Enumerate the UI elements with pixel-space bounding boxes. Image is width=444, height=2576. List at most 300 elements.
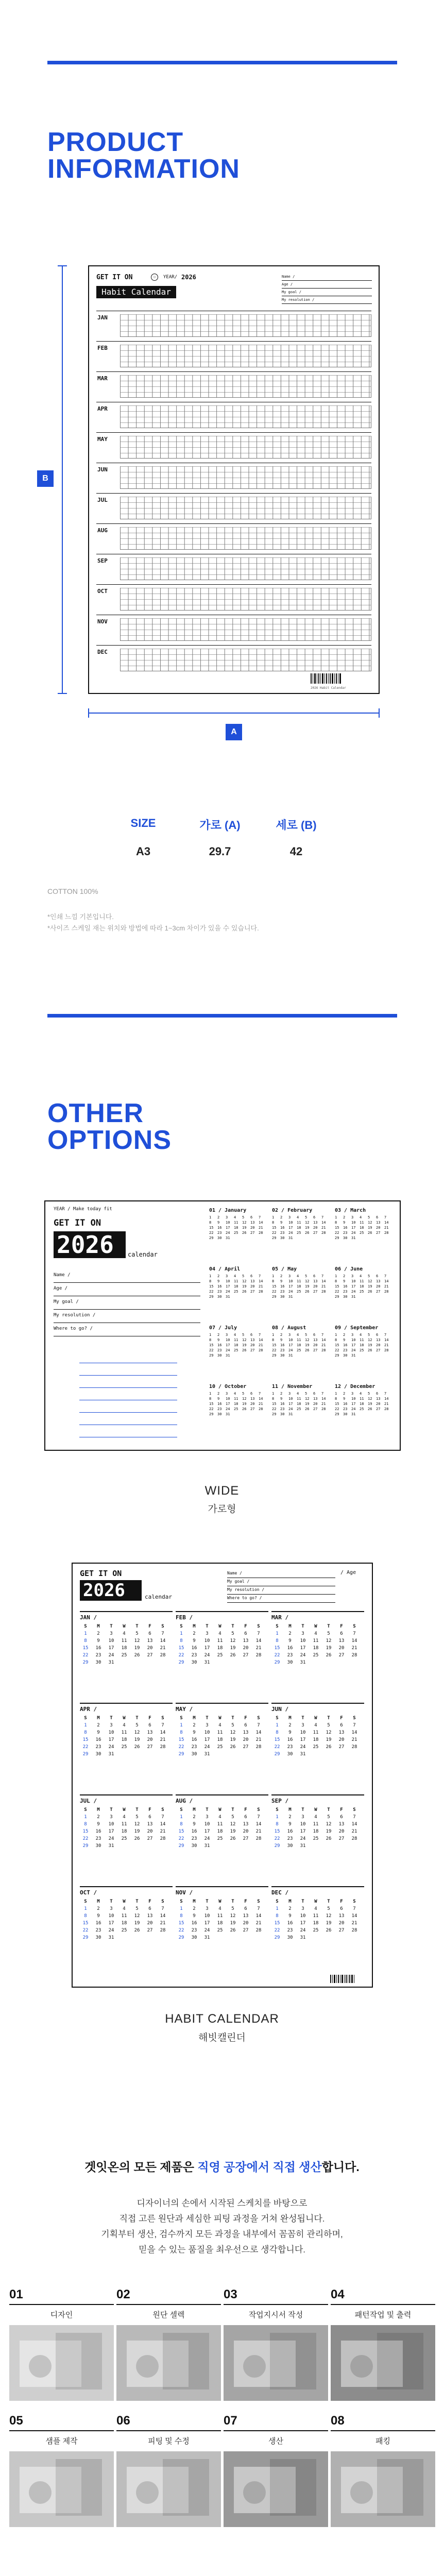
day-cell: 30 <box>343 1412 348 1416</box>
day-cell: 17 <box>226 1284 230 1289</box>
day-cell: 14 <box>259 1397 263 1401</box>
day-cell: 12 <box>230 1913 236 1919</box>
day-cell: 13 <box>313 1279 318 1283</box>
day-cell: 24 <box>351 1348 356 1352</box>
day-cell: 7 <box>257 1631 260 1636</box>
day-cell: 24 <box>204 1836 210 1841</box>
day-cell: 24 <box>226 1231 230 1235</box>
day-cell: 20 <box>147 1646 153 1651</box>
process-step <box>224 2287 328 2401</box>
day-cell: 23 <box>191 1653 197 1658</box>
poster-month-row <box>96 584 371 615</box>
day-cell: 1 <box>335 1274 337 1278</box>
day-cell: 21 <box>259 1343 263 1347</box>
wide-month-title: 01 / January <box>209 1208 247 1213</box>
day-cell: 29 <box>272 1295 277 1299</box>
habit-brand: GET IT ON <box>80 1569 122 1578</box>
day-cell: 1 <box>180 1906 183 1911</box>
weekday-cell: W <box>314 1899 317 1904</box>
day-cell: 13 <box>338 1913 345 1919</box>
weekday-cell: T <box>206 1716 209 1721</box>
day-cell: 25 <box>360 1348 364 1352</box>
day-cell: 2 <box>288 1906 292 1911</box>
weekday-cell: T <box>206 1807 209 1812</box>
day-cell: 18 <box>313 1829 319 1834</box>
day-cell: 20 <box>250 1284 255 1289</box>
habit-caption-ko: 해빗캘린더 <box>198 2032 246 2043</box>
day-cell: 30 <box>95 1935 101 1940</box>
wide-brand: GET IT ON <box>54 1218 101 1228</box>
day-cell: 12 <box>368 1338 372 1342</box>
day-cell: 19 <box>368 1284 372 1289</box>
day-cell: 15 <box>335 1343 339 1347</box>
day-cell: 31 <box>300 1752 306 1757</box>
day-cell: 4 <box>234 1215 236 1219</box>
wide-fields <box>54 1269 200 1336</box>
day-cell: 5 <box>135 1906 139 1911</box>
day-cell: 9 <box>193 1638 196 1643</box>
day-cell: 14 <box>259 1221 263 1225</box>
dimension-b-cap-top <box>58 265 67 266</box>
weekday-cell: T <box>206 1624 209 1629</box>
step-number: 05 <box>9 2414 23 2428</box>
wide-field: My goal / <box>54 1296 200 1310</box>
dimension-b-cap-bottom <box>58 693 67 694</box>
day-cell: 12 <box>326 1913 332 1919</box>
day-cell: 7 <box>321 1215 324 1219</box>
wide-note-line <box>79 1351 177 1363</box>
day-cell: 17 <box>204 1829 210 1834</box>
day-cell: 24 <box>226 1290 230 1294</box>
day-cell: 18 <box>234 1226 238 1230</box>
day-cell: 27 <box>147 1836 153 1841</box>
day-cell: 15 <box>272 1226 277 1230</box>
day-cell: 23 <box>280 1290 285 1294</box>
wide-month-title: 05 / May <box>272 1266 297 1272</box>
day-cell: 11 <box>360 1397 364 1401</box>
day-cell: 3 <box>288 1215 291 1219</box>
step-number: 03 <box>224 2287 237 2301</box>
day-cell: 25 <box>217 1836 223 1841</box>
day-cell: 3 <box>226 1392 228 1396</box>
day-cell: 15 <box>335 1226 339 1230</box>
weekday-cell: T <box>301 1807 304 1812</box>
day-cell: 20 <box>147 1829 153 1834</box>
day-cell: 26 <box>326 1744 332 1750</box>
step-number: 04 <box>331 2287 345 2301</box>
day-cell: 19 <box>134 1829 140 1834</box>
wide-month-days <box>272 1333 333 1358</box>
day-cell: 10 <box>300 1822 306 1827</box>
day-cell: 7 <box>259 1333 261 1337</box>
day-cell: 25 <box>234 1231 238 1235</box>
day-cell: 28 <box>255 1744 262 1750</box>
day-cell: 24 <box>108 1836 114 1841</box>
day-cell: 16 <box>343 1284 348 1289</box>
poster-field: Age / <box>282 281 372 289</box>
day-cell: 11 <box>217 1913 223 1919</box>
step-photo-image <box>9 2325 114 2401</box>
step-divider <box>331 2430 435 2431</box>
day-cell: 15 <box>272 1402 277 1406</box>
day-cell: 30 <box>191 1752 197 1757</box>
day-cell: 31 <box>226 1353 230 1358</box>
day-cell: 16 <box>287 1921 293 1926</box>
wide-month-title: 12 / December <box>335 1384 375 1389</box>
weekday-cell: T <box>231 1716 234 1721</box>
wide-month <box>209 1384 270 1416</box>
day-cell: 10 <box>108 1822 114 1827</box>
day-cell: 31 <box>204 1935 210 1940</box>
wide-calendar-mockup <box>44 1200 401 1451</box>
day-cell: 23 <box>95 1653 101 1658</box>
day-cell: 6 <box>313 1333 316 1337</box>
day-cell: 19 <box>134 1921 140 1926</box>
weekday-cell: S <box>180 1716 183 1721</box>
day-cell: 21 <box>255 1921 262 1926</box>
wide-month-days <box>335 1274 396 1299</box>
day-cell: 26 <box>305 1407 310 1411</box>
day-cell: 5 <box>231 1815 234 1820</box>
day-cell: 19 <box>368 1226 372 1230</box>
day-cell: 29 <box>82 1660 89 1665</box>
day-cell: 11 <box>217 1822 223 1827</box>
weekday-cell: S <box>84 1899 87 1904</box>
step-label: 패턴작업 및 출력 <box>354 2311 412 2319</box>
poster-month-day-grid <box>120 405 371 428</box>
wide-note-line <box>79 1376 177 1388</box>
day-cell: 10 <box>204 1913 210 1919</box>
day-cell: 21 <box>321 1343 326 1347</box>
poster-field: My goal / <box>282 289 372 296</box>
day-cell: 10 <box>288 1338 293 1342</box>
day-cell: 21 <box>384 1226 389 1230</box>
day-cell: 23 <box>280 1407 285 1411</box>
wide-caption-en: WIDE <box>204 1484 240 1498</box>
day-cell: 7 <box>321 1333 324 1337</box>
day-cell: 18 <box>297 1226 301 1230</box>
day-cell: 5 <box>231 1631 234 1636</box>
weekday-cell: S <box>84 1624 87 1629</box>
day-cell: 16 <box>343 1343 348 1347</box>
day-cell: 15 <box>274 1737 280 1742</box>
day-cell: 19 <box>305 1343 310 1347</box>
day-cell: 20 <box>243 1737 249 1742</box>
step-photo-image <box>9 2451 114 2527</box>
day-cell: 23 <box>287 1836 293 1841</box>
day-cell: 27 <box>250 1348 255 1352</box>
day-cell: 4 <box>123 1723 126 1728</box>
day-cell: 29 <box>274 1752 280 1757</box>
weekday-cell: T <box>206 1899 209 1904</box>
day-cell: 12 <box>134 1730 140 1735</box>
day-cell: 9 <box>280 1221 283 1225</box>
day-cell: 9 <box>288 1730 292 1735</box>
weekday-cell: T <box>301 1624 304 1629</box>
day-cell: 26 <box>326 1653 332 1658</box>
day-cell: 5 <box>135 1631 139 1636</box>
day-cell: 28 <box>351 1836 357 1841</box>
day-cell: 29 <box>178 1935 184 1940</box>
day-cell: 1 <box>276 1906 279 1911</box>
day-cell: 6 <box>376 1215 379 1219</box>
day-cell: 21 <box>255 1646 262 1651</box>
day-cell: 5 <box>327 1906 330 1911</box>
day-cell: 20 <box>313 1402 318 1406</box>
day-cell: 7 <box>257 1906 260 1911</box>
poster-month-row <box>96 432 371 463</box>
day-cell: 3 <box>110 1723 113 1728</box>
day-cell: 17 <box>226 1343 230 1347</box>
weekday-cell: F <box>148 1716 151 1721</box>
day-cell: 11 <box>234 1397 238 1401</box>
day-cell: 29 <box>209 1295 214 1299</box>
day-cell: 17 <box>204 1921 210 1926</box>
day-cell: 15 <box>178 1829 184 1834</box>
day-cell: 2 <box>343 1333 346 1337</box>
day-cell: 26 <box>368 1231 372 1235</box>
weekday-cell: W <box>314 1807 317 1812</box>
habit-month <box>271 1794 364 1849</box>
habit-age-label: / Age <box>340 1570 356 1575</box>
day-cell: 2 <box>217 1215 220 1219</box>
day-cell: 23 <box>287 1744 293 1750</box>
habit-month-days <box>80 1716 173 1757</box>
wide-caption-ko: 가로형 <box>208 1504 236 1515</box>
day-cell: 22 <box>82 1653 89 1658</box>
day-cell: 18 <box>360 1343 364 1347</box>
day-cell: 19 <box>305 1226 310 1230</box>
day-cell: 10 <box>226 1221 230 1225</box>
day-cell: 25 <box>360 1290 364 1294</box>
day-cell: 6 <box>313 1392 316 1396</box>
day-cell: 30 <box>191 1660 197 1665</box>
day-cell: 21 <box>259 1226 263 1230</box>
weekday-cell: S <box>353 1807 356 1812</box>
weekday-cell: W <box>218 1624 221 1629</box>
day-cell: 22 <box>209 1407 214 1411</box>
weekday-cell: S <box>84 1807 87 1812</box>
day-cell: 4 <box>297 1392 299 1396</box>
habit-month-title: FEB / <box>176 1614 193 1621</box>
day-cell: 8 <box>335 1338 337 1342</box>
day-cell: 25 <box>234 1407 238 1411</box>
process-step <box>116 2414 221 2527</box>
poster-month-day-grid <box>120 497 371 519</box>
day-cell: 11 <box>313 1638 319 1643</box>
day-cell: 4 <box>297 1215 299 1219</box>
day-cell: 6 <box>148 1723 151 1728</box>
day-cell: 1 <box>180 1815 183 1820</box>
day-cell: 28 <box>255 1836 262 1841</box>
day-cell: 14 <box>255 1913 262 1919</box>
habit-month <box>271 1611 364 1665</box>
day-cell: 12 <box>305 1221 310 1225</box>
day-cell: 8 <box>335 1221 337 1225</box>
day-cell: 27 <box>376 1290 381 1294</box>
day-cell: 17 <box>351 1226 356 1230</box>
day-cell: 3 <box>351 1392 354 1396</box>
poster-footer-note: 2026 Habit Calendar <box>311 686 346 690</box>
day-cell: 20 <box>147 1737 153 1742</box>
day-cell: 27 <box>243 1653 249 1658</box>
weekday-cell: S <box>180 1624 183 1629</box>
day-cell: 22 <box>335 1290 339 1294</box>
day-cell: 16 <box>343 1402 348 1406</box>
day-cell: 27 <box>250 1407 255 1411</box>
day-cell: 23 <box>343 1348 348 1352</box>
day-cell: 27 <box>313 1348 318 1352</box>
day-cell: 4 <box>314 1631 317 1636</box>
day-cell: 15 <box>178 1921 184 1926</box>
day-cell: 2 <box>280 1333 283 1337</box>
step-divider <box>9 2304 114 2305</box>
poster-month-day-grid <box>120 375 371 398</box>
day-cell: 25 <box>297 1290 301 1294</box>
day-cell: 30 <box>343 1236 348 1240</box>
weekday-cell: T <box>327 1807 330 1812</box>
day-cell: 28 <box>259 1348 263 1352</box>
wide-year: 2026 <box>54 1231 126 1258</box>
day-cell: 1 <box>335 1215 337 1219</box>
day-cell: 10 <box>288 1221 293 1225</box>
weekday-cell: F <box>148 1899 151 1904</box>
day-cell: 5 <box>368 1215 370 1219</box>
day-cell: 15 <box>82 1646 89 1651</box>
day-cell: 8 <box>272 1221 275 1225</box>
step-label: 피팅 및 수정 <box>148 2437 190 2446</box>
day-cell: 13 <box>243 1822 249 1827</box>
step-number: 07 <box>224 2414 237 2428</box>
habit-month-days <box>176 1624 268 1665</box>
day-cell: 19 <box>368 1402 372 1406</box>
day-cell: 24 <box>300 1744 306 1750</box>
wide-month-days <box>209 1215 270 1240</box>
day-cell: 5 <box>231 1906 234 1911</box>
weekday-cell: W <box>123 1716 126 1721</box>
habit-month-title: JAN / <box>80 1614 97 1621</box>
day-cell: 31 <box>351 1353 356 1358</box>
day-cell: 18 <box>121 1646 127 1651</box>
poster-title: Habit Calendar <box>96 286 176 298</box>
day-cell: 3 <box>288 1274 291 1278</box>
day-cell: 8 <box>276 1638 279 1643</box>
step-photo-image <box>331 2451 435 2527</box>
day-cell: 20 <box>250 1402 255 1406</box>
wide-month-days <box>209 1333 270 1358</box>
day-cell: 23 <box>217 1348 222 1352</box>
day-cell: 23 <box>95 1744 101 1750</box>
wide-month <box>272 1384 333 1416</box>
day-cell: 26 <box>305 1348 310 1352</box>
day-cell: 6 <box>313 1215 316 1219</box>
day-cell: 29 <box>82 1752 89 1757</box>
wide-month-title: 03 / March <box>335 1208 366 1213</box>
poster-month-day-grid <box>120 618 371 641</box>
weekday-cell: T <box>327 1716 330 1721</box>
day-cell: 12 <box>368 1221 372 1225</box>
day-cell: 31 <box>300 1660 306 1665</box>
day-cell: 29 <box>335 1295 339 1299</box>
day-cell: 21 <box>351 1829 357 1834</box>
day-cell: 22 <box>178 1744 184 1750</box>
day-cell: 26 <box>230 1653 236 1658</box>
poster-month-day-grid <box>120 436 371 459</box>
day-cell: 7 <box>384 1392 387 1396</box>
day-cell: 8 <box>272 1338 275 1342</box>
weekday-cell: W <box>123 1807 126 1812</box>
day-cell: 22 <box>272 1290 277 1294</box>
day-cell: 3 <box>110 1631 113 1636</box>
day-cell: 28 <box>160 1744 166 1750</box>
day-cell: 14 <box>384 1279 389 1283</box>
day-cell: 30 <box>95 1752 101 1757</box>
day-cell: 7 <box>161 1723 164 1728</box>
day-cell: 19 <box>368 1343 372 1347</box>
day-cell: 20 <box>147 1921 153 1926</box>
poster-month-day-grid <box>120 345 371 367</box>
day-cell: 16 <box>95 1646 101 1651</box>
day-cell: 1 <box>272 1333 275 1337</box>
day-cell: 19 <box>230 1921 236 1926</box>
day-cell: 13 <box>147 1638 153 1643</box>
day-cell: 24 <box>288 1348 293 1352</box>
day-cell: 11 <box>297 1221 301 1225</box>
weekday-cell: T <box>231 1899 234 1904</box>
day-cell: 15 <box>274 1829 280 1834</box>
day-cell: 10 <box>351 1338 356 1342</box>
poster-month-row <box>96 493 371 523</box>
day-cell: 2 <box>97 1906 100 1911</box>
day-cell: 5 <box>327 1815 330 1820</box>
day-cell: 23 <box>217 1231 222 1235</box>
options-title-line-1: OTHER <box>47 1098 144 1128</box>
day-cell: 31 <box>204 1660 210 1665</box>
day-cell: 31 <box>226 1412 230 1416</box>
wide-month-title: 09 / September <box>335 1325 379 1331</box>
day-cell: 1 <box>272 1215 275 1219</box>
day-cell: 20 <box>338 1737 345 1742</box>
day-cell: 7 <box>384 1215 387 1219</box>
poster-month-row <box>96 554 371 584</box>
day-cell: 6 <box>340 1631 343 1636</box>
day-cell: 19 <box>326 1829 332 1834</box>
poster-fields <box>282 274 372 304</box>
wide-month <box>209 1266 270 1299</box>
day-cell: 29 <box>178 1843 184 1849</box>
day-cell: 27 <box>147 1744 153 1750</box>
day-cell: 7 <box>259 1274 261 1278</box>
day-cell: 26 <box>230 1928 236 1933</box>
habit-year: 2026 <box>80 1580 142 1601</box>
day-cell: 31 <box>300 1843 306 1849</box>
day-cell: 7 <box>161 1906 164 1911</box>
day-cell: 25 <box>217 1744 223 1750</box>
day-cell: 22 <box>209 1231 214 1235</box>
day-cell: 14 <box>351 1822 357 1827</box>
day-cell: 29 <box>272 1412 277 1416</box>
day-cell: 3 <box>351 1215 354 1219</box>
day-cell: 16 <box>280 1402 285 1406</box>
day-cell: 3 <box>301 1815 304 1820</box>
weekday-cell: S <box>180 1807 183 1812</box>
day-cell: 4 <box>218 1815 221 1820</box>
poster-month-row <box>96 615 371 645</box>
day-cell: 14 <box>321 1279 326 1283</box>
day-cell: 23 <box>280 1348 285 1352</box>
weekday-cell: S <box>161 1624 164 1629</box>
wide-month-days <box>272 1215 333 1240</box>
